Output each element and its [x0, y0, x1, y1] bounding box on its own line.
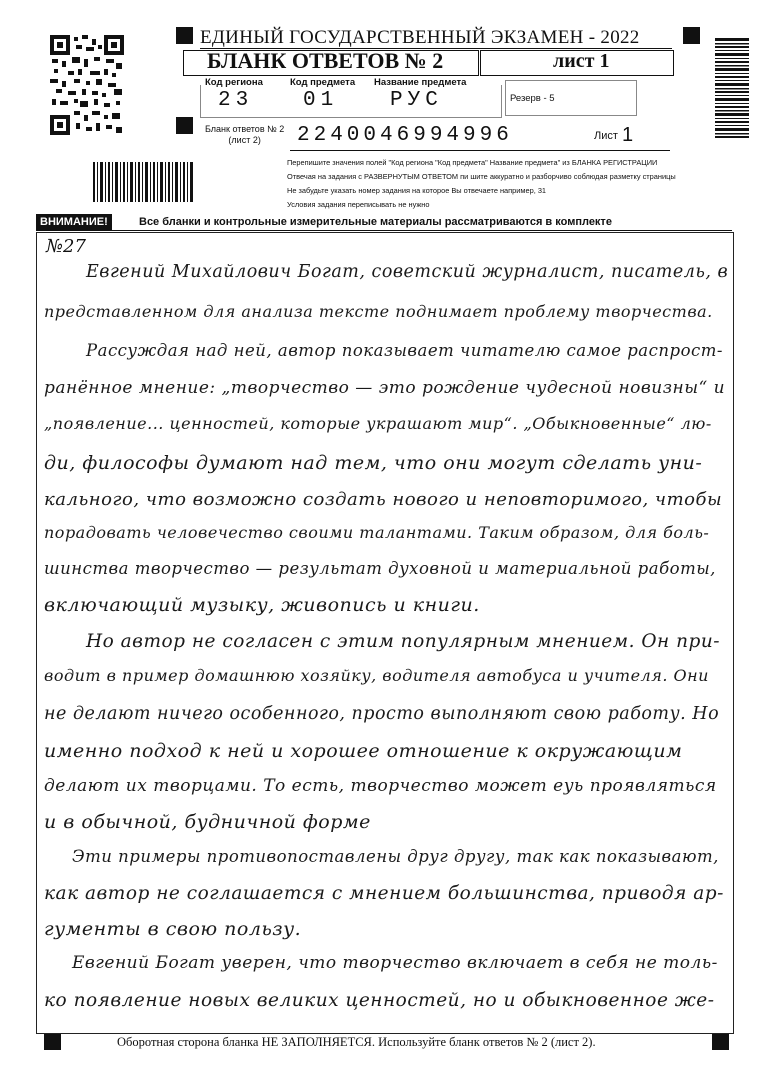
blank-id-label-line: Бланк ответов № 2	[205, 124, 285, 134]
answer-line: представленном для анализа тексте поднимает проблему творчества.	[44, 302, 713, 321]
corner-marker	[44, 1033, 61, 1050]
task-number: №27	[46, 236, 86, 257]
corner-marker	[683, 27, 700, 44]
answer-line: именно подход к ней и хорошее отношение к окружающим	[44, 740, 683, 762]
footer-note: Оборотная сторона бланка НЕ ЗАПОЛНЯЕТСЯ. Используйте бланк ответов № 2 (лист 2).	[117, 1035, 596, 1049]
answer-line: Евгений Михайлович Богат, советский журналист, писатель, в	[86, 262, 729, 282]
corner-marker	[712, 1033, 729, 1050]
answer-line: „появление... ценностей, которые украшают мир“. „Обыкновенные“ лю-	[44, 414, 712, 433]
instruction-line: Не забудьте указать номер задания на которое Вы отвечаете например, 31	[287, 186, 547, 195]
answer-line: ко появление новых великих ценностей, но и обыкновенное же-	[44, 990, 715, 1011]
answer-line: делают их творцами. То есть, творчество может еуь проявляться	[44, 776, 717, 796]
reserve-label: Резерв - 5	[510, 93, 555, 104]
warning-text: Все бланки и контрольные измерительные материалы рассматриваются в комплекте	[139, 216, 612, 228]
answer-line: Эти примеры противопоставлены друг другу, так как показывают,	[72, 847, 719, 866]
answer-line: водит в пример домашнюю хозяйку, водителя автобуса и учителя. Они	[44, 666, 709, 685]
answer-line: Рассуждая над ней, автор показывает читателю самое распрост-	[86, 341, 723, 360]
answer-line: Но автор не согласен с этим популярным мнением. Он при-	[86, 631, 720, 652]
exam-title: ЕДИНЫЙ ГОСУДАРСТВЕННЫЙ ЭКЗАМЕН - 2022	[200, 27, 640, 48]
blank-title: БЛАНК ОТВЕТОВ № 2	[207, 48, 444, 73]
blank-id-label-line: (лист 2)	[228, 135, 261, 145]
subject-name-label: Название предмета	[374, 77, 467, 88]
barcode-icon	[715, 38, 749, 138]
answer-line: шинства творчество — результат духовной и материальной работы,	[44, 559, 716, 578]
instruction-line: Перепишите значения полей "Код региона "Код предмета" Название предмета" из БЛАНКА РЕГИСТРАЦИИ	[287, 158, 658, 167]
answer-line: гументы в свою пользу.	[44, 918, 302, 940]
answer-line: не делают ничего особенного, просто выполняют свою работу. Но	[44, 704, 720, 724]
corner-marker	[176, 117, 193, 134]
answer-line: включающий музыку, живопись и книги.	[44, 594, 480, 616]
sheet-title: лист 1	[553, 50, 610, 72]
region-code-label: Код региона	[205, 77, 263, 88]
subject-name-value: РУС	[390, 89, 443, 112]
list-value: 1	[622, 124, 634, 146]
answer-line: и в обычной, будничной форме	[44, 811, 371, 833]
instruction-line: Условия задания переписывать не нужно	[287, 200, 430, 209]
blank-id-label	[205, 124, 284, 146]
region-code-value: 23	[218, 89, 254, 112]
instruction-line: Отвечая на задания с РАЗВЕРНУТЫМ ОТВЕТОМ пи шите аккуратно и разборчиво соблюдая разметку страницы	[287, 172, 676, 181]
qr-code-icon	[50, 35, 124, 135]
subject-code-label: Код предмета	[290, 77, 356, 88]
answer-line: ди, философы думают над тем, что они могут сделать уни-	[44, 452, 703, 474]
answer-line: ранённое мнение: „творчество — это рождение чудесной новизны“ и	[44, 378, 726, 398]
answer-line: порадовать человечество своими талантами. Таким образом, для боль-	[44, 523, 710, 542]
blank-id-value: 2240046994996	[297, 124, 513, 147]
list-label: Лист	[594, 130, 618, 142]
barcode-icon	[93, 162, 195, 202]
warning-badge: ВНИМАНИЕ!	[36, 214, 112, 230]
warning-bar	[36, 214, 732, 231]
corner-marker	[176, 27, 193, 44]
answer-line: как автор не соглашается с мнением большинства, приводя ар-	[44, 883, 724, 904]
subject-code-value: 01	[303, 89, 339, 112]
blank-id-underline	[290, 150, 670, 151]
answer-line: Евгений Богат уверен, что творчество включает в себя не толь-	[72, 953, 718, 973]
answer-line: кального, что возможно создать нового и неповторимого, чтобы	[44, 489, 723, 510]
